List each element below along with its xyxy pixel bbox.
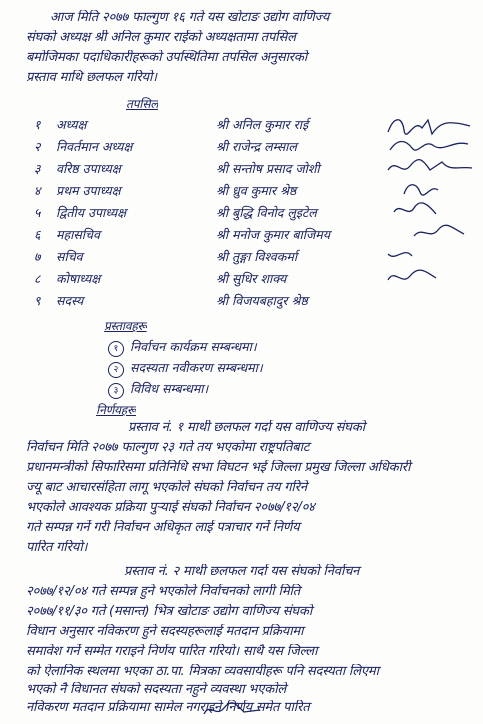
intro-line: प्रस्ताव माथि छलफल गरियो। — [26, 70, 157, 85]
member-name: श्री राजेन्द्र लम्साल — [216, 139, 297, 154]
member-number: ९ — [34, 293, 41, 308]
member-row — [34, 248, 474, 268]
member-role: द्वितीय उपाध्यक्ष — [56, 205, 127, 220]
intro-line: बमोजिमका पदाधिकारीहरूको उपस्थितिमा तपसिल अनुसारको — [26, 50, 308, 65]
decision-line: भएको नै विधानत संघको सदस्यता नहुने व्यवस्था भएकोले — [26, 682, 287, 697]
member-name: श्री ध्रुव कुमार श्रेष्ठ — [216, 183, 297, 198]
agenda-number: २ — [108, 362, 124, 378]
member-number: १ — [34, 117, 41, 132]
member-name: श्री बुद्धि विनोद लुइटेल — [216, 205, 317, 220]
member-number: २ — [34, 139, 41, 154]
decision-line: निर्वाचन मिति २०७७ फाल्गुण २३ गते तय भएकोमा राष्ट्रपतिबाट — [26, 440, 310, 455]
signature-icon — [384, 200, 474, 222]
member-row — [34, 182, 474, 202]
member-row — [34, 116, 474, 136]
member-row — [34, 226, 474, 246]
agenda-text: सदस्यता नवीकरण सम्बन्धमा। — [130, 360, 263, 375]
signature-icon — [384, 178, 474, 200]
member-number: ३ — [34, 161, 41, 176]
member-role: निवर्तमान अध्यक्ष — [56, 139, 133, 154]
decision-line: २०७७/११/३० गते (मसान्त) भित्र खोटाङ उद्योग वाणिज्य संघको — [26, 604, 313, 619]
member-row — [34, 160, 474, 180]
member-row — [34, 138, 474, 158]
member-name: श्री अनिल कुमार राई — [216, 117, 309, 132]
agenda-number: ३ — [108, 383, 124, 399]
decision-line: विधान अनुसार नविकरण हुने सदस्यहरूलाई मतदान प्रक्रियामा — [26, 624, 304, 639]
signature-icon — [384, 222, 474, 244]
member-role: प्रथम उपाध्यक्ष — [56, 183, 121, 198]
decision-line: प्रस्ताव नं. २ माथी छलफल गर्दा यस संघको निर्वाचन — [124, 564, 360, 579]
decision-line: समावेश गर्ने सम्मेत गराइने निर्णय पारित गरियो। साथै यस जिल्ला — [26, 644, 318, 659]
agenda-item — [108, 380, 208, 399]
decision-line: नविकरण मतदान प्रक्रियामा सामेल नगराइने निर्णय समेत पारित — [26, 700, 310, 715]
member-number: ६ — [34, 227, 41, 242]
decision-line: भएकोले आवश्यक प्रक्रिया पुर्‍याई संघको निर्वाचन २०७७/१२/०४ — [26, 500, 315, 515]
signature-icon — [384, 134, 474, 156]
decision-line: को ऐलानिक स्थलमा भएका ठा.पा. मित्रका व्यवसायीहरू पनि सदस्यता लिएमा — [26, 664, 379, 679]
intro-line: आज मिति २०७७ फाल्गुण १६ गते यस खोटाङ उद्योग वाणिज्य — [50, 10, 330, 25]
decision-line: २०७७/१२/०४ गते सम्पन्न हुने भएकोले निर्वाचनको लागी मिति — [26, 584, 301, 599]
signature-icon — [200, 700, 270, 720]
decision-line: प्रधानमन्त्रीको सिफारिसमा प्रतिनिधि सभा विघटन भई जिल्ला प्रमुख जिल्ला अधिकारी — [26, 460, 411, 475]
member-name: श्री तुङ्गा विश्वकर्मा — [216, 249, 298, 264]
member-role: सदस्य — [56, 293, 84, 308]
decision-line: ज्यू बाट आचारसंहिता लागू भएकोले संघको निर्वाचन तय गरिने — [26, 480, 307, 495]
signature-icon — [384, 266, 474, 288]
member-name: श्री सुधिर शाक्य — [216, 271, 287, 286]
member-role: वरिष्ठ उपाध्यक्ष — [56, 161, 121, 176]
signature-icon — [384, 156, 474, 178]
member-name: श्री विजयबहादुर श्रेष्ठ — [216, 293, 308, 308]
agenda-text: निर्वाचन कार्यक्रम सम्बन्धमा। — [130, 339, 257, 354]
agenda-item — [108, 359, 263, 378]
intro-line: संघको अध्यक्ष श्री अनिल कुमार राईको अध्यक्षतामा तपसिल — [26, 30, 296, 45]
member-row — [34, 292, 474, 312]
member-row — [34, 204, 474, 224]
member-number: ७ — [34, 249, 41, 264]
decisions-heading: निर्णयहरू — [96, 403, 137, 417]
signature-icon — [384, 244, 474, 266]
agenda-number: १ — [108, 341, 124, 357]
member-number: ८ — [34, 271, 41, 286]
agenda-item — [108, 338, 257, 357]
member-number: ५ — [34, 205, 41, 220]
decision-line: पारित गरियो। — [26, 540, 88, 555]
member-name: श्री सन्तोष प्रसाद जोशी — [216, 161, 320, 176]
member-row — [34, 270, 474, 290]
member-role: अध्यक्ष — [56, 117, 87, 132]
decision-line: गते सम्पन्न गर्ने गरी निर्वाचन अधिकृत लाई पत्राचार गर्ने निर्णय — [26, 520, 300, 535]
member-role: कोषाध्यक्ष — [56, 271, 101, 286]
signature-icon — [384, 112, 474, 134]
agenda-heading: प्रस्तावहरू — [104, 319, 147, 333]
decision-line: प्रस्ताव नं. १ माथी छलफल गर्दा यस वाणिज्य संघको — [128, 420, 365, 435]
member-role: महासचिव — [56, 227, 100, 242]
member-name: श्री मनोज कुमार बाजिमय — [216, 227, 330, 242]
member-role: सचिव — [56, 249, 83, 264]
agenda-text: विविध सम्बन्धमा। — [130, 381, 209, 396]
member-number: ४ — [34, 183, 41, 198]
members-heading: तपसिल — [126, 97, 159, 111]
